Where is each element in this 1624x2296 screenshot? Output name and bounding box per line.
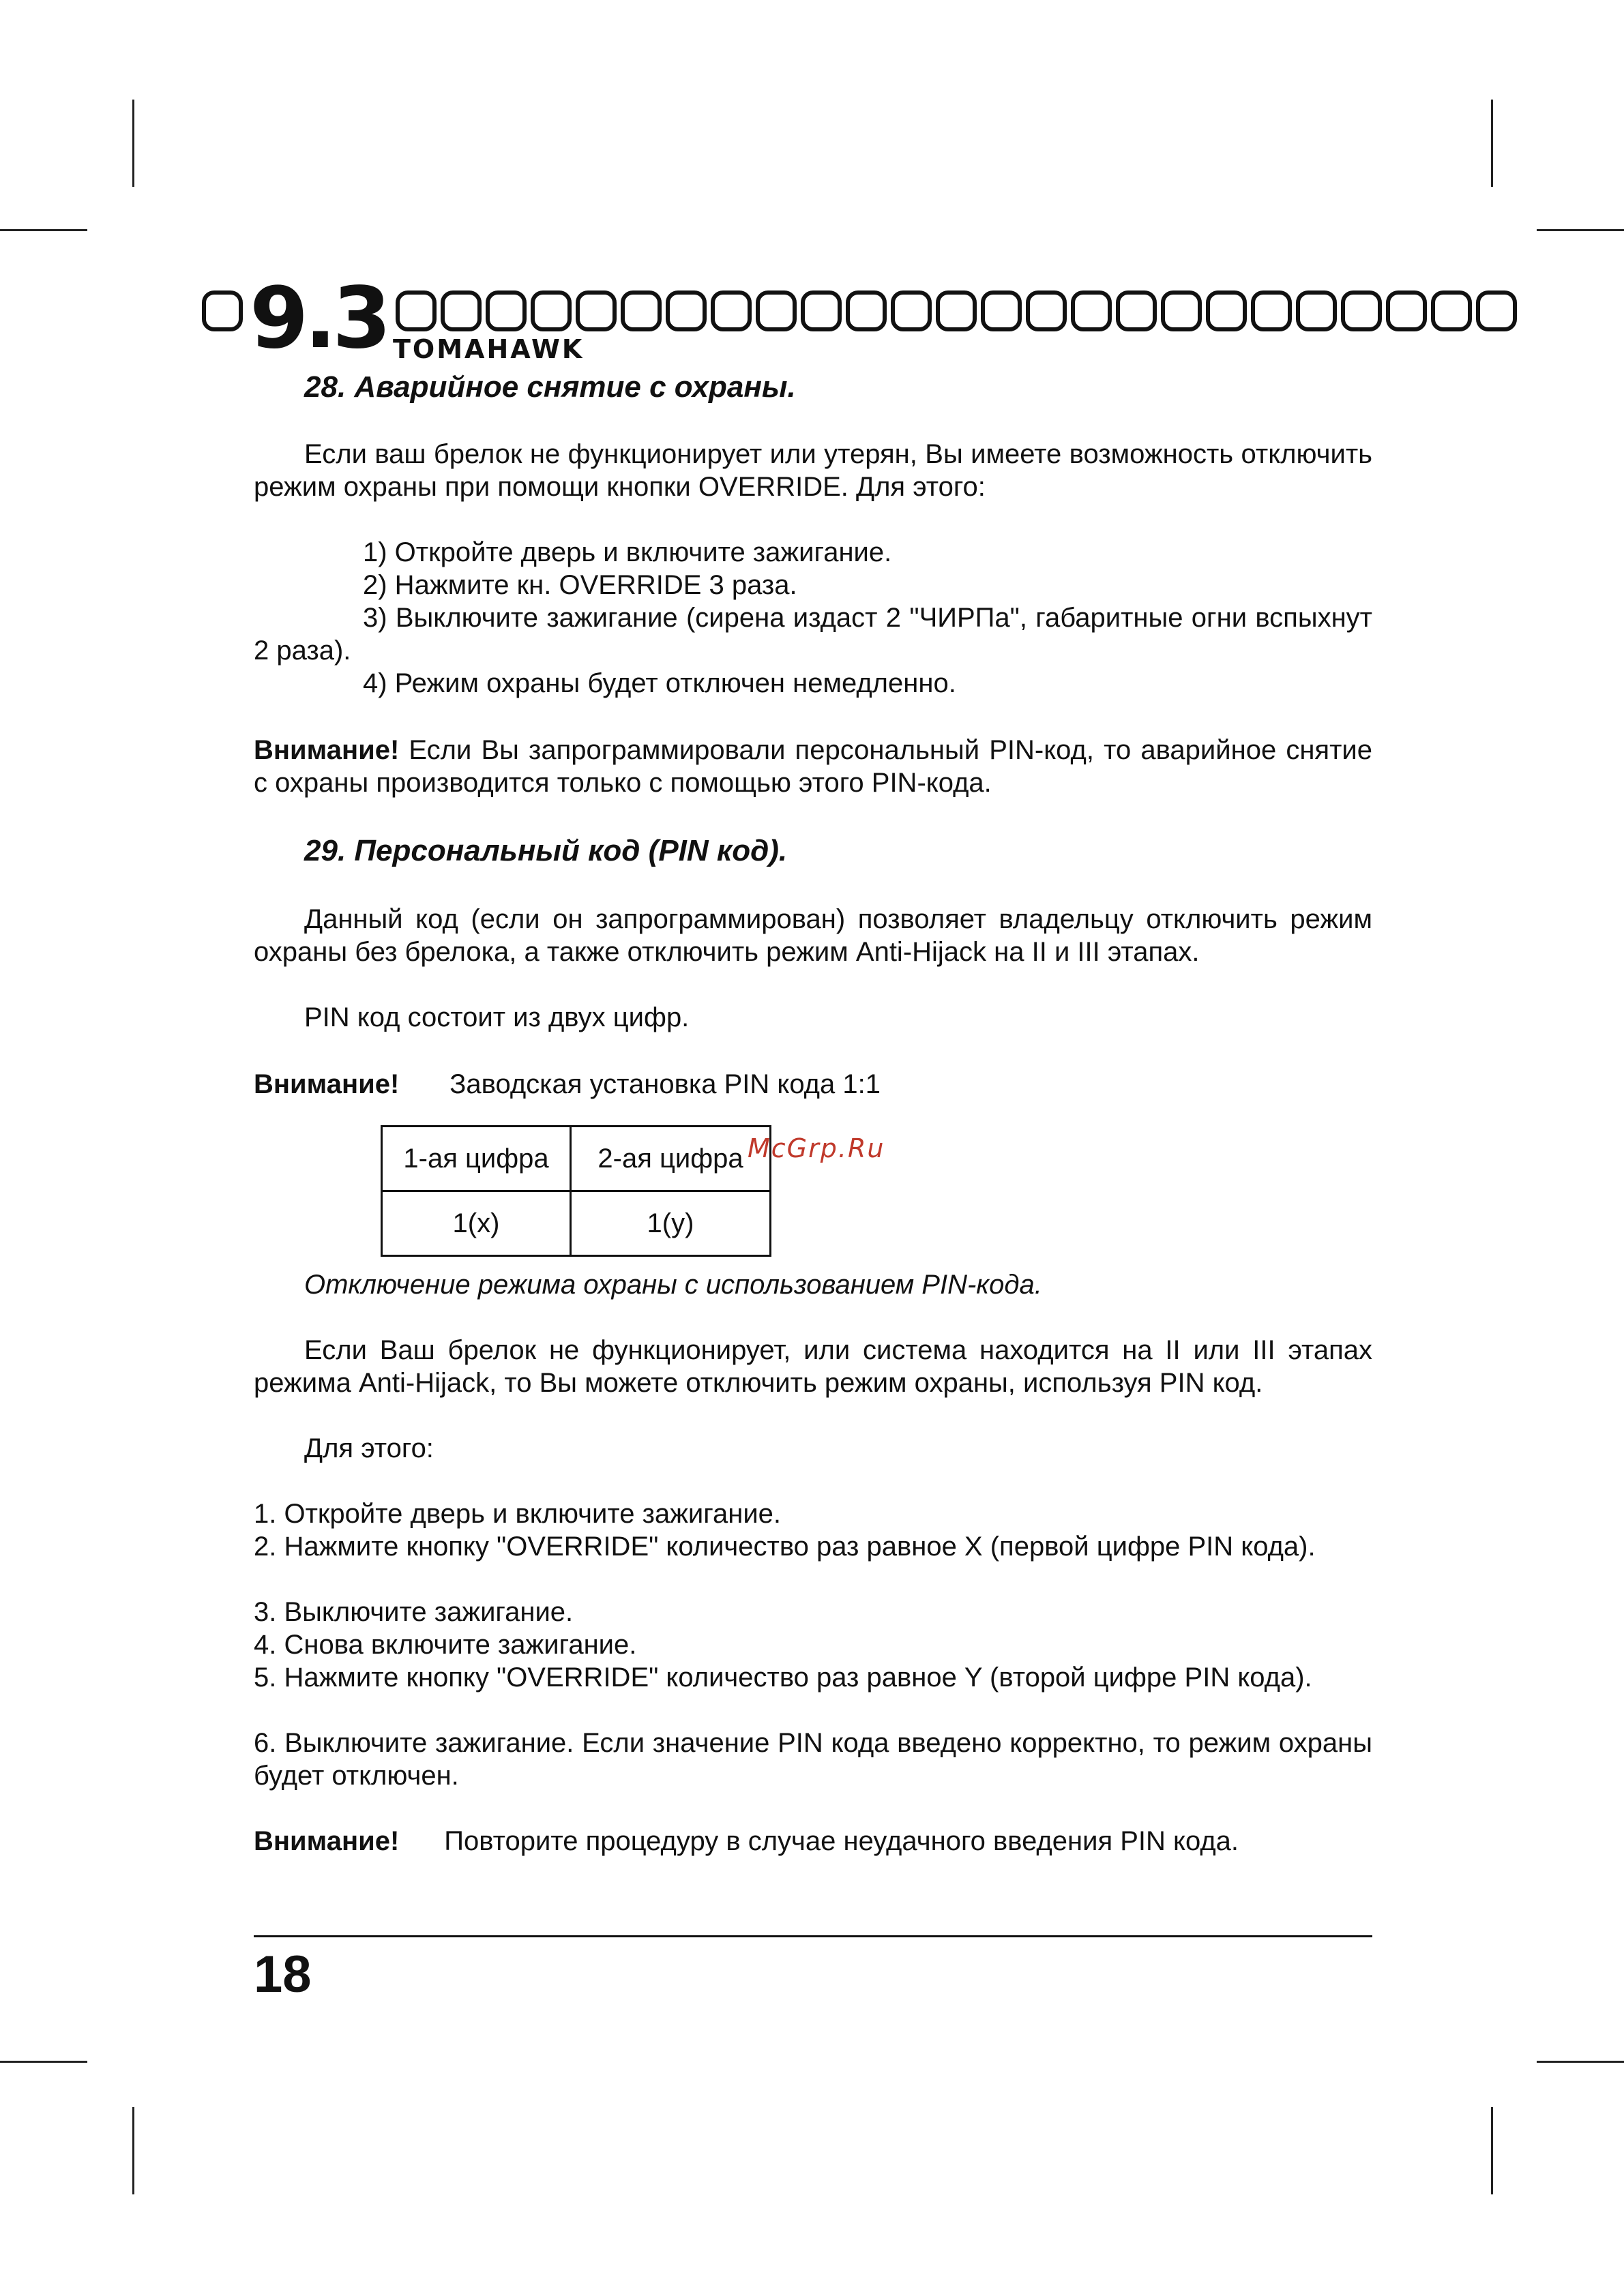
header-decor-box [936,290,977,331]
for-this-label: Для этого: [304,1433,434,1463]
header-decor-box [756,290,797,331]
header-decor-box [1071,290,1112,331]
pin-step-3: 3. Выключите зажигание. [254,1597,574,1627]
header-decor-box [1206,290,1247,331]
section-28-step-3: 3) Выключите зажигание (сирена издаст 2 "ЧИРПа", габаритные огни вспыхнут 2 раза). [254,603,1372,666]
crop-mark-bottom-left-h [0,2061,87,2063]
section-28-warning [254,734,1372,799]
crop-mark-top-right-h [1537,229,1624,231]
header-decor-box [1386,290,1427,331]
section-28-step-1: 1) Откройте дверь и включите зажигание. [363,537,892,567]
crop-mark-bottom-right-h [1537,2061,1624,2063]
table-header-cell: 1-ая цифра [382,1127,571,1191]
pin-step-1: 1. Откройте дверь и включите зажигание. [254,1499,782,1529]
pin-step-2: 2. Нажмите кнопку "OVERRIDE" количество раз равное X (первой цифре PIN кода). [254,1532,1316,1562]
pin-step-5: 5. Нажмите кнопку "OVERRIDE" количество раз равное Y (второй цифре PIN кода). [254,1663,1312,1693]
crop-mark-top-left-v [132,100,134,187]
section-28-title: 28. Аварийное снятие с охраны. [304,370,796,404]
header-decor-box [1251,290,1292,331]
footer-rule [254,1935,1372,1937]
header-decor-box [801,290,842,331]
header-decor-box [1161,290,1202,331]
crop-mark-bottom-left-v [132,2107,134,2194]
final-warning [254,1825,1372,1858]
header-decor-box [621,290,662,331]
pin-subtitle: Отключение режима охраны с использованием PIN-кода. [304,1270,1042,1300]
header-decor-box [1341,290,1382,331]
header-decor-box [1026,290,1067,331]
crop-mark-top-right-v [1491,100,1493,187]
section-28-step-2: 2) Нажмите кн. OVERRIDE 3 раза. [363,570,797,600]
final-warning-text: Повторите процедуру в случае неудачного введения PIN кода. [444,1826,1239,1856]
page-header [202,269,1430,368]
factory-warning-label: Внимание! [254,1069,400,1099]
table-row [382,1127,771,1191]
pin-digits-note: PIN код состоит из двух цифр. [304,1002,690,1032]
header-decor-box [441,290,482,331]
section-28-step-4: 4) Режим охраны будет отключен немедленно. [363,668,956,698]
warning-text: Если Вы запрограммировали персональный PIN-код, то аварийное снятие с охраны производится только с помощью этого PIN-кода. [254,735,1372,798]
pin-step-6: 6. Выключите зажигание. Если значение PIN кода введено корректно, то режим охраны будет отключен. [254,1728,1372,1791]
page-number: 18 [254,1945,312,2003]
warning-label: Внимание! [254,735,400,765]
header-decor-box [666,290,707,331]
header-decor-box [711,290,752,331]
table-cell: 1(y) [571,1191,771,1256]
header-decor-box [1296,290,1337,331]
pin-step-4: 4. Снова включите зажигание. [254,1630,637,1660]
section-28-intro: Если ваш брелок не функционирует или утерян, Вы имеете возможность отключить режим охраны при помощи кнопки OVERRIDE. Для этого: [254,439,1372,502]
header-decor-box [576,290,617,331]
header-decor-box-leading [202,290,243,331]
pin-paragraph: Если Ваш брелок не функционирует, или система находится на II или III этапах режима Anti-Hijack, то Вы можете отключить режим охраны, используя PIN код. [254,1335,1372,1398]
crop-mark-bottom-right-v [1491,2107,1493,2194]
header-decor-boxes [396,290,1622,336]
factory-setting-line [254,1068,1372,1101]
factory-warning-text: Заводская установка PIN кода 1:1 [449,1069,881,1099]
header-decor-box [846,290,887,331]
header-decor-box [1116,290,1157,331]
table-row [382,1191,771,1256]
header-decor-box [891,290,932,331]
header-decor-box [1431,290,1472,331]
section-29-title: 29. Персональный код (PIN код). [304,834,788,867]
table-header-cell: 2-ая цифра [571,1127,771,1191]
header-decor-box [1476,290,1517,331]
model-number: 9.3 [250,269,387,368]
header-decor-box [396,290,437,331]
brand-logo-text: TOMAHAWK [393,334,585,364]
header-decor-box [531,290,572,331]
table-cell: 1(x) [382,1191,571,1256]
section-29-intro: Данный код (если он запрограммирован) позволяет владельцу отключить режим охраны без брелока, а также отключить режим Anti-Hijack на II и III этапах. [254,904,1372,967]
watermark: McGrp.Ru [748,1133,885,1163]
pin-default-table [381,1125,771,1257]
header-decor-box [486,290,527,331]
header-decor-box [981,290,1022,331]
final-warning-label: Внимание! [254,1826,400,1856]
crop-mark-top-left-h [0,229,87,231]
